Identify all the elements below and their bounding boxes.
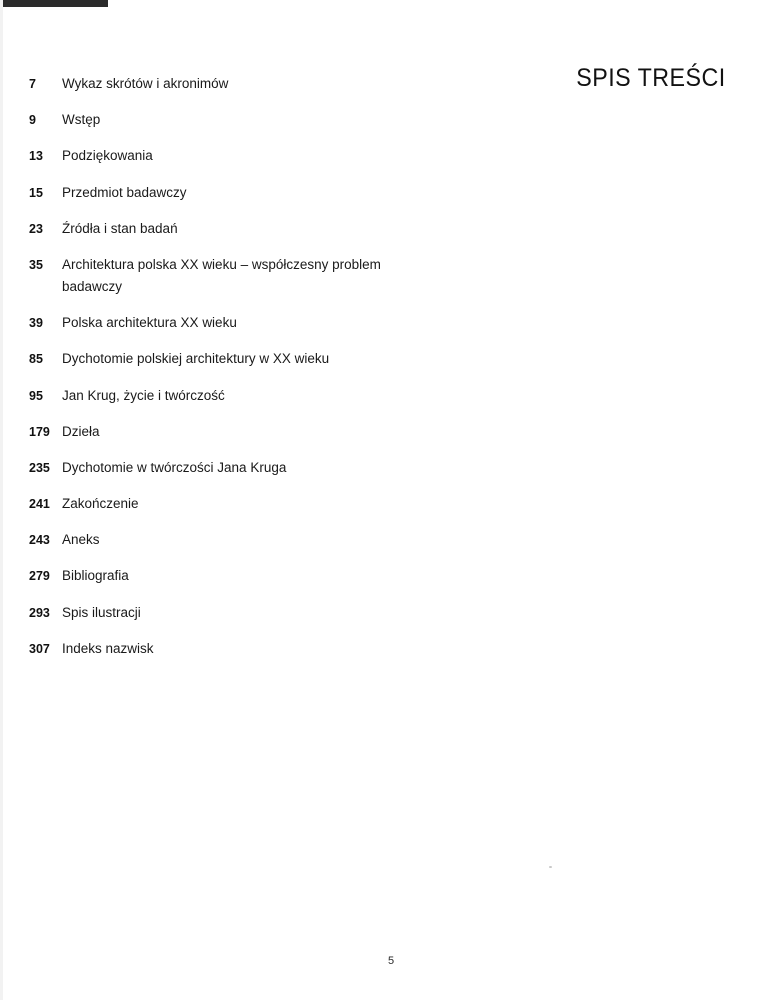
toc-entry-title: Wykaz skrótów i akronimów bbox=[62, 76, 229, 91]
toc-entry-page: 243 bbox=[29, 533, 50, 548]
toc-entry-title: Przedmiot badawczy bbox=[62, 184, 187, 200]
toc-entry[interactable] bbox=[0, 457, 600, 479]
toc-entry[interactable] bbox=[0, 312, 600, 334]
toc-entry[interactable] bbox=[0, 602, 600, 624]
table-of-contents bbox=[0, 73, 600, 674]
toc-entry-page: 39 bbox=[29, 316, 43, 331]
toc-entry-page: 35 bbox=[29, 257, 43, 272]
toc-entry[interactable] bbox=[0, 348, 600, 370]
toc-entry[interactable] bbox=[0, 421, 600, 443]
toc-entry[interactable] bbox=[0, 73, 600, 95]
toc-entry[interactable] bbox=[0, 493, 600, 515]
toc-entry-page: 85 bbox=[29, 352, 43, 367]
toc-entry-title: Aneks bbox=[62, 532, 100, 548]
scan-speck bbox=[549, 866, 552, 868]
toc-entry[interactable] bbox=[0, 385, 600, 407]
toc-entry-title: Spis ilustracji bbox=[62, 604, 141, 620]
toc-entry-page: 179 bbox=[29, 424, 50, 439]
toc-entry-page: 95 bbox=[29, 388, 43, 403]
toc-entry[interactable] bbox=[0, 565, 600, 587]
toc-entry-title: Źródła i stan badań bbox=[62, 220, 178, 236]
toc-entry-title: Dzieła bbox=[62, 423, 100, 439]
toc-entry-title: Jan Krug, życie i twórczość bbox=[62, 387, 225, 403]
toc-entry[interactable] bbox=[0, 638, 600, 660]
page-title: SPIS TREŚCI bbox=[576, 64, 726, 92]
toc-entry[interactable] bbox=[0, 529, 600, 551]
scan-edge-top bbox=[0, 0, 108, 7]
toc-entry-page: 279 bbox=[29, 569, 50, 584]
toc-entry-page: 23 bbox=[29, 221, 43, 236]
toc-entry-title: Dychotomie polskiej architektury w XX wieku bbox=[62, 351, 330, 367]
toc-entry[interactable] bbox=[0, 182, 600, 204]
toc-entry-title: Zakończenie bbox=[62, 496, 139, 512]
toc-entry-page: 7 bbox=[29, 77, 36, 91]
toc-entry-page: 307 bbox=[29, 641, 50, 656]
toc-entry-page: 13 bbox=[29, 149, 43, 164]
toc-entry-title: Dychotomie w twórczości Jana Kruga bbox=[62, 459, 287, 475]
toc-entry-title: Indeks nazwisk bbox=[62, 640, 154, 656]
toc-entry-page: 241 bbox=[29, 497, 50, 512]
toc-entry[interactable] bbox=[0, 109, 600, 131]
toc-entry[interactable] bbox=[0, 254, 600, 298]
toc-entry[interactable] bbox=[0, 145, 600, 167]
toc-entry-title: Podziękowania bbox=[62, 148, 153, 164]
toc-entry-page: 15 bbox=[29, 185, 43, 200]
toc-entry-page: 293 bbox=[29, 605, 50, 620]
toc-entry-title: Architektura polska XX wieku – współczesny problem badawczy bbox=[62, 256, 381, 294]
toc-entry-title: Wstęp bbox=[62, 112, 101, 128]
toc-entry-title: Polska architektura XX wieku bbox=[62, 315, 237, 331]
toc-entry-title: Bibliografia bbox=[62, 568, 129, 584]
toc-entry-page: 9 bbox=[29, 113, 36, 128]
toc-entry-page: 235 bbox=[29, 460, 50, 475]
toc-entry[interactable] bbox=[0, 218, 600, 240]
folio-page-number: 5 bbox=[387, 955, 395, 967]
